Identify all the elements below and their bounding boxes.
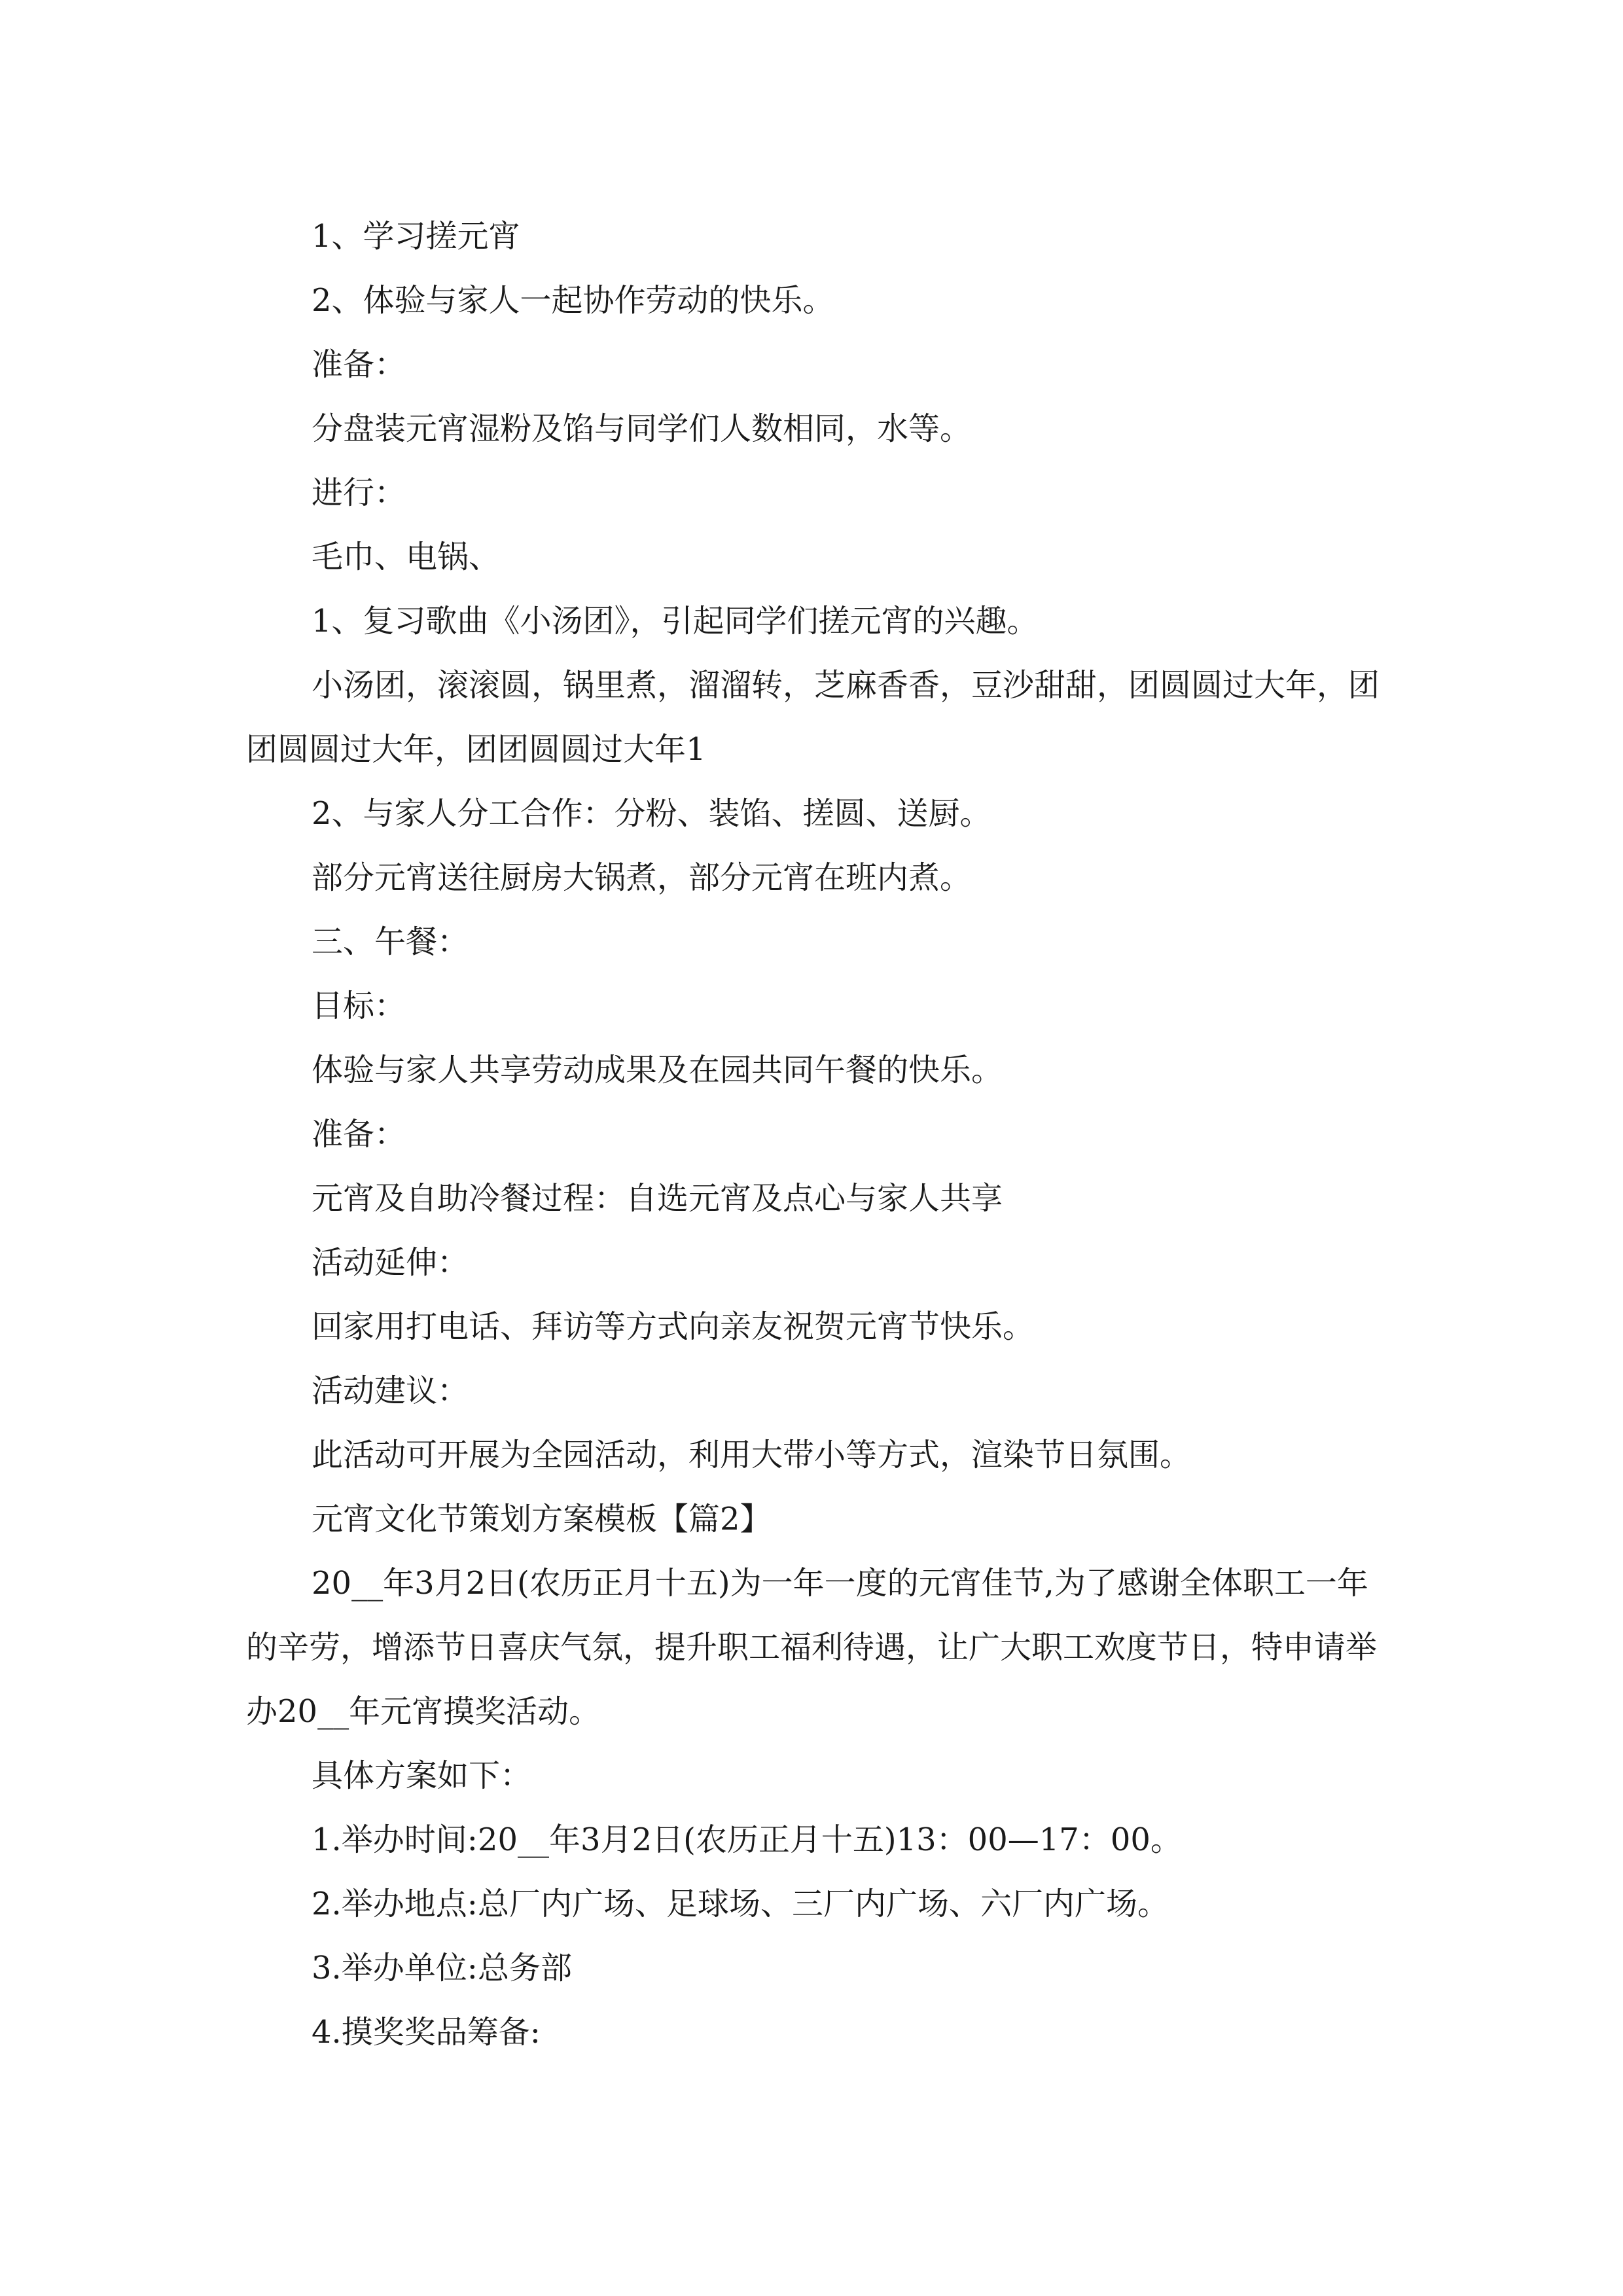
paragraph: 2.举办地点:总厂内广场、足球场、三厂内广场、六厂内广场。 bbox=[312, 1886, 1169, 1922]
paragraph: 部分元宵送往厨房大锅煮，部分元宵在班内煮。 bbox=[312, 859, 972, 896]
paragraph: 准备： bbox=[312, 1116, 406, 1153]
paragraph: 20__年3月2日(农历正月十五)为一年一度的元宵佳节,为了感谢全体职工一年的辛劳，增添节日喜庆气氛，提升职工福利待遇，让广大职工欢度节日，特申请举办20__年元宵摸奖活动。 bbox=[246, 1565, 1378, 1730]
paragraph: 小汤团，滚滚圆，锅里煮，溜溜转，芝麻香香，豆沙甜甜，团圆圆过大年，团团圆圆过大年，团团圆圆过大年1 bbox=[246, 667, 1380, 768]
paragraph: 体验与家人共享劳动成果及在园共同午餐的快乐。 bbox=[312, 1052, 1003, 1088]
paragraph: 活动建议： bbox=[312, 1372, 469, 1409]
paragraph: 回家用打电话、拜访等方式向亲友祝贺元宵节快乐。 bbox=[312, 1308, 1035, 1345]
paragraph: 具体方案如下： bbox=[312, 1757, 532, 1794]
document-body bbox=[246, 204, 1398, 2064]
paragraph: 3.举办单位:总务部 bbox=[312, 1950, 572, 1986]
section-title: 元宵文化节策划方案模板【篇2】 bbox=[312, 1501, 772, 1537]
paragraph: 2、与家人分工合作：分粉、装馅、搓圆、送厨。 bbox=[312, 795, 991, 832]
paragraph: 目标： bbox=[312, 988, 406, 1024]
paragraph: 元宵及自助冷餐过程：自选元宵及点心与家人共享 bbox=[312, 1180, 1003, 1217]
section-heading: 三、午餐： bbox=[312, 924, 469, 960]
paragraph: 毛巾、电锅、 bbox=[312, 539, 501, 575]
paragraph: 2、体验与家人一起协作劳动的快乐。 bbox=[312, 282, 834, 319]
paragraph: 4.摸奖奖品筹备: bbox=[312, 2014, 541, 2051]
paragraph: 此活动可开展为全园活动，利用大带小等方式，渲染节日氛围。 bbox=[312, 1437, 1192, 1473]
paragraph: 进行： bbox=[312, 475, 406, 511]
paragraph: 1.举办时间:20__年3月2日(农历正月十五)13：00—17：00。 bbox=[312, 1821, 1182, 1858]
paragraph: 活动延伸： bbox=[312, 1244, 469, 1281]
paragraph: 分盘装元宵湿粉及馅与同学们人数相同，水等。 bbox=[312, 410, 972, 447]
paragraph: 1、复习歌曲《小汤团》，引起同学们搓元宵的兴趣。 bbox=[312, 603, 1039, 639]
paragraph: 准备： bbox=[312, 346, 406, 383]
paragraph: 1、学习搓元宵 bbox=[312, 218, 520, 255]
